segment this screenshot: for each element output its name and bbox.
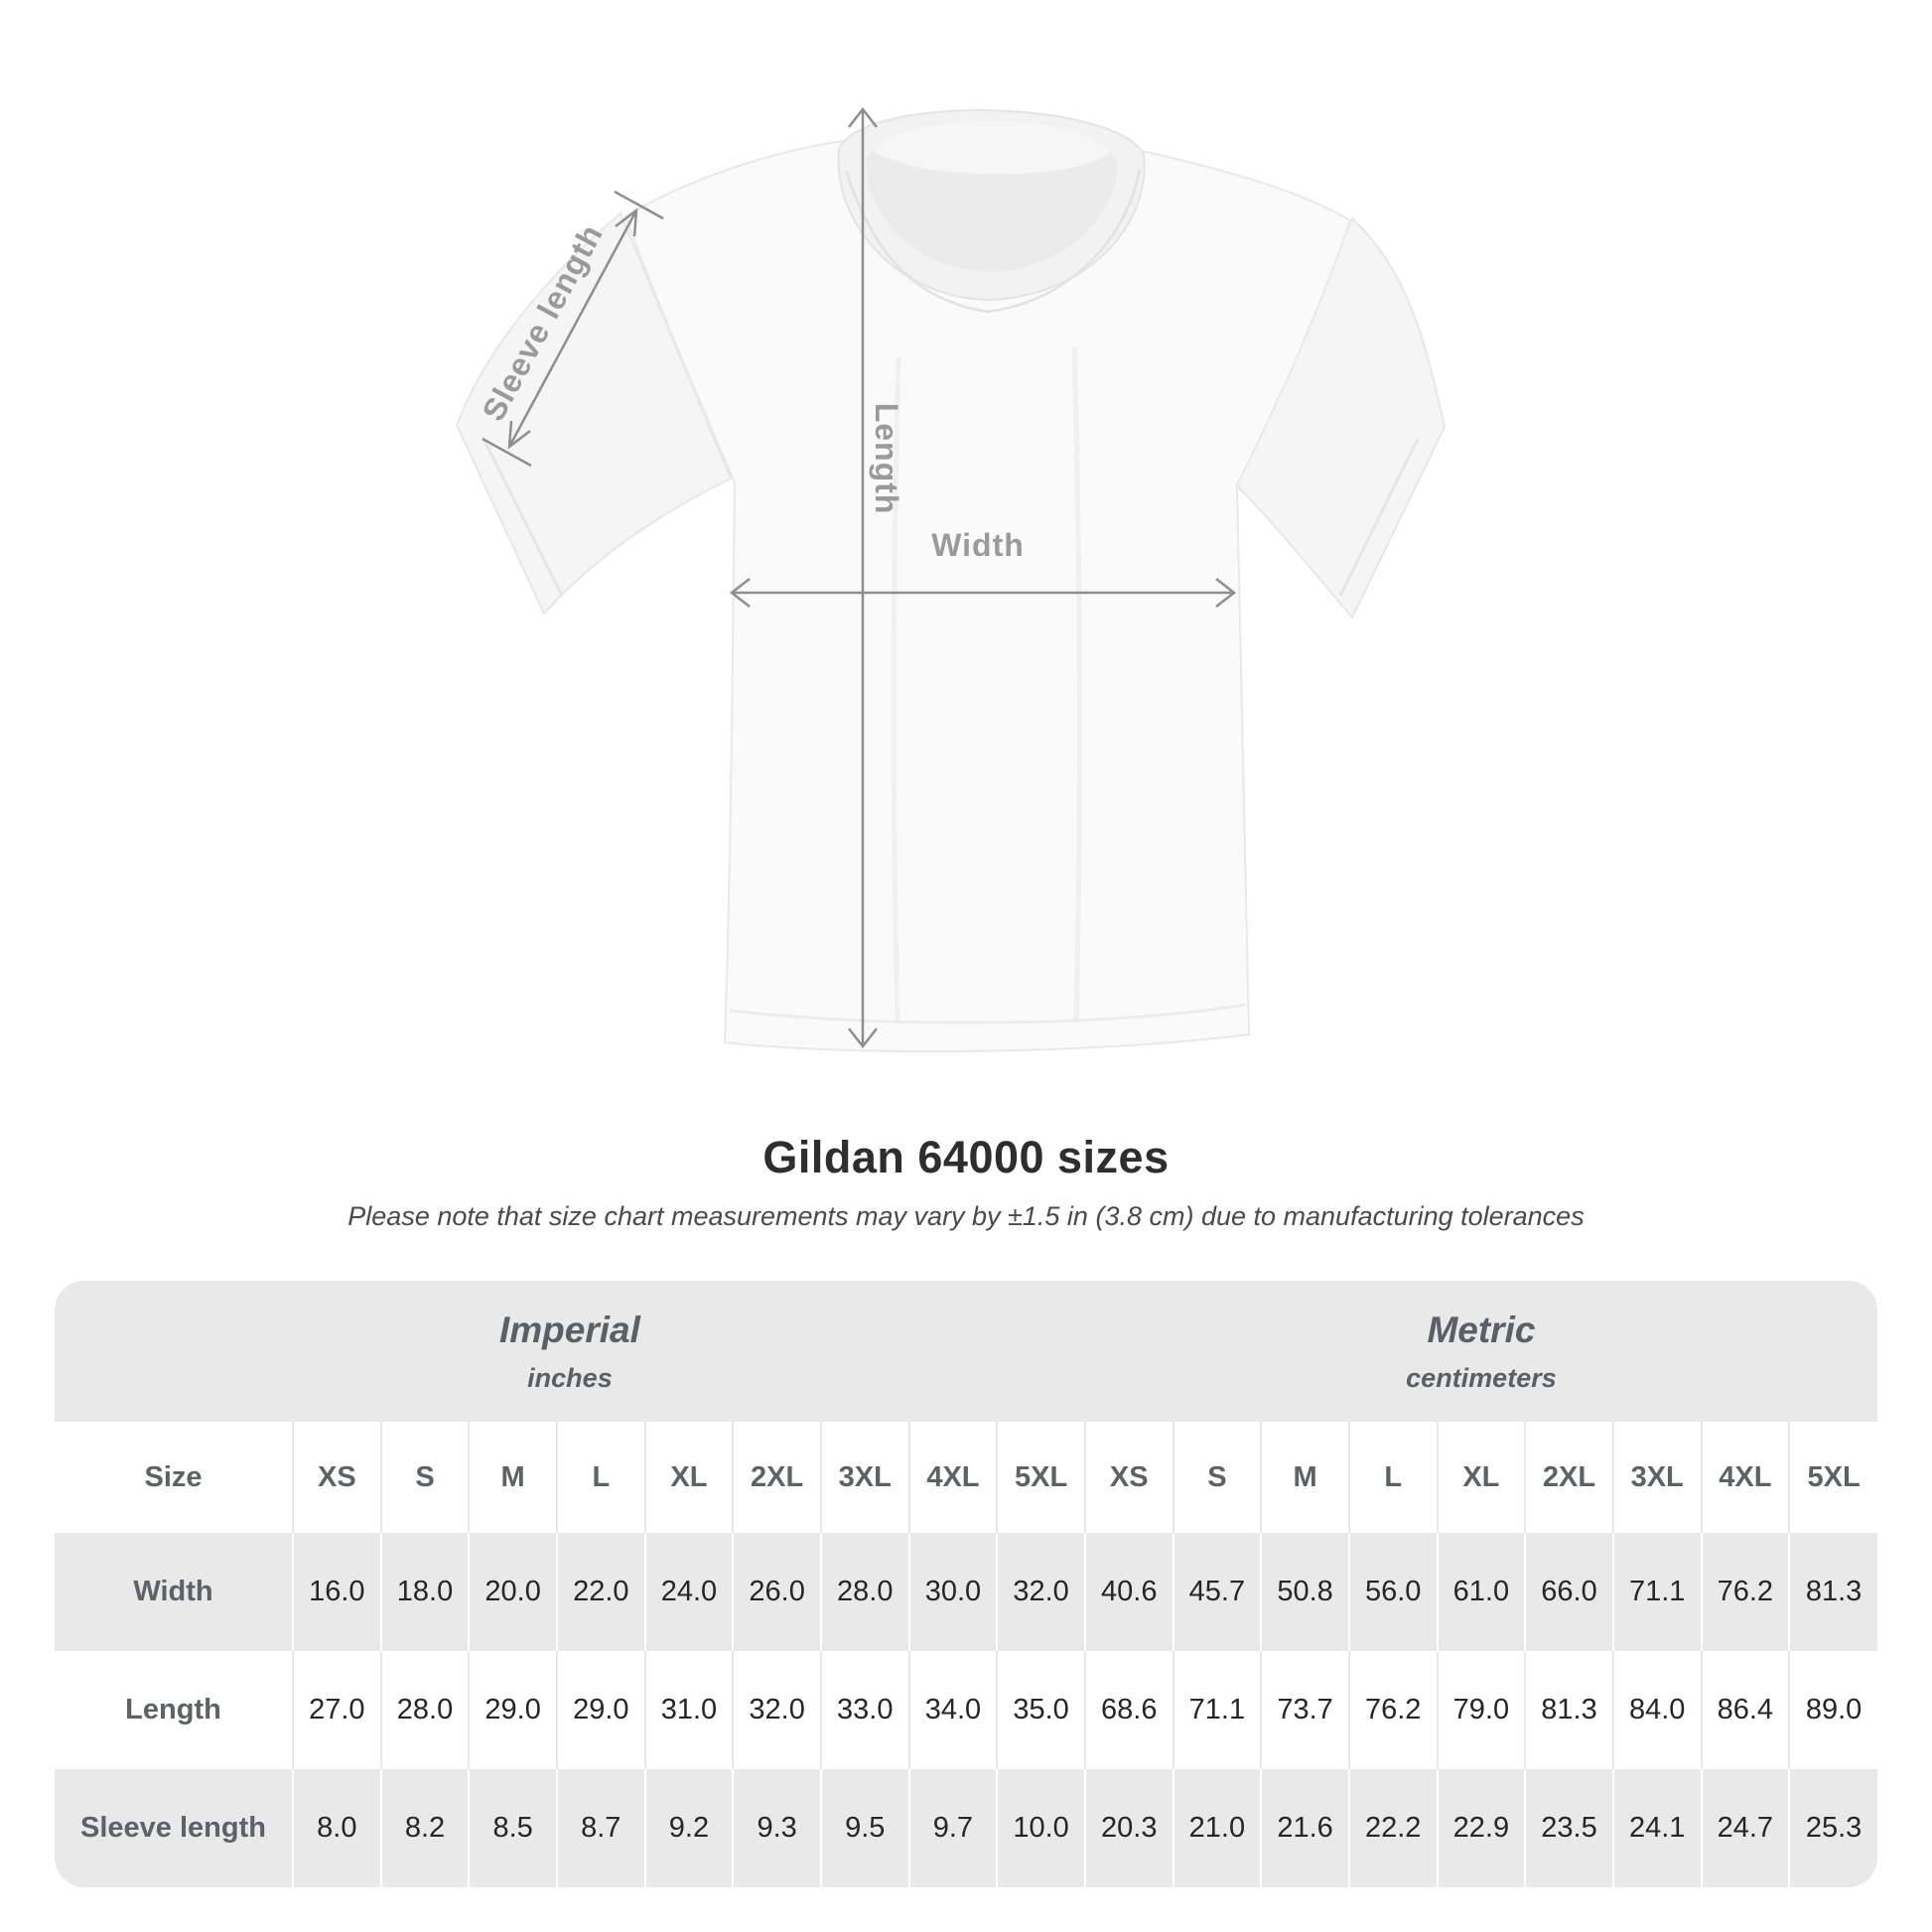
size-value-cell: 20.0 bbox=[469, 1533, 557, 1651]
size-value-cell: 29.0 bbox=[557, 1651, 645, 1769]
size-value-cell: 71.1 bbox=[1613, 1533, 1702, 1651]
size-value-cell: 32.0 bbox=[733, 1651, 821, 1769]
table-row-sleeve-length bbox=[55, 1769, 1877, 1887]
size-col-header-imperial-4xl: 4XL bbox=[909, 1422, 998, 1533]
row-label: Width bbox=[55, 1533, 293, 1651]
size-value-cell: 61.0 bbox=[1438, 1533, 1526, 1651]
size-col-header-imperial-l: L bbox=[557, 1422, 645, 1533]
size-value-cell: 81.3 bbox=[1789, 1533, 1877, 1651]
tolerance-note: Please note that size chart measurements may vary by ±1.5 in (3.8 cm) due to manufacturing tolerances bbox=[347, 1201, 1585, 1231]
size-value-cell: 71.1 bbox=[1173, 1651, 1262, 1769]
size-value-cell: 9.5 bbox=[821, 1769, 909, 1887]
size-chart-table bbox=[55, 1281, 1877, 1887]
size-value-cell: 27.0 bbox=[293, 1651, 381, 1769]
metric-unit: centimeters bbox=[1406, 1362, 1557, 1393]
size-value-cell: 73.7 bbox=[1261, 1651, 1349, 1769]
row-label: Sleeve length bbox=[55, 1769, 293, 1887]
size-value-cell: 22.9 bbox=[1438, 1769, 1526, 1887]
size-value-cell: 21.0 bbox=[1173, 1769, 1262, 1887]
size-header-row bbox=[55, 1422, 1877, 1533]
size-col-header-metric-4xl: 4XL bbox=[1702, 1422, 1790, 1533]
size-value-cell: 8.2 bbox=[381, 1769, 470, 1887]
size-col-header-metric-5xl: 5XL bbox=[1789, 1422, 1877, 1533]
size-col-header-imperial-m: M bbox=[469, 1422, 557, 1533]
size-value-cell: 24.7 bbox=[1702, 1769, 1790, 1887]
metric-group-header bbox=[1085, 1281, 1877, 1422]
size-value-cell: 81.3 bbox=[1525, 1651, 1613, 1769]
imperial-group-header bbox=[55, 1281, 1085, 1422]
size-value-cell: 8.5 bbox=[469, 1769, 557, 1887]
size-value-cell: 28.0 bbox=[821, 1533, 909, 1651]
size-value-cell: 22.2 bbox=[1349, 1769, 1438, 1887]
size-value-cell: 35.0 bbox=[997, 1651, 1085, 1769]
size-value-cell: 9.2 bbox=[645, 1769, 734, 1887]
size-value-cell: 8.7 bbox=[557, 1769, 645, 1887]
size-col-header-imperial-3xl: 3XL bbox=[821, 1422, 909, 1533]
size-value-cell: 50.8 bbox=[1261, 1533, 1349, 1651]
size-col-header-metric-2xl: 2XL bbox=[1525, 1422, 1613, 1533]
size-value-cell: 9.3 bbox=[733, 1769, 821, 1887]
size-corner-header: Size bbox=[55, 1422, 293, 1533]
size-col-header-imperial-s: S bbox=[381, 1422, 470, 1533]
size-value-cell: 21.6 bbox=[1261, 1769, 1349, 1887]
size-value-cell: 33.0 bbox=[821, 1651, 909, 1769]
size-value-cell: 32.0 bbox=[997, 1533, 1085, 1651]
size-value-cell: 68.6 bbox=[1085, 1651, 1173, 1769]
size-value-cell: 76.2 bbox=[1349, 1651, 1438, 1769]
size-col-header-imperial-xs: XS bbox=[293, 1422, 381, 1533]
size-value-cell: 18.0 bbox=[381, 1533, 470, 1651]
size-value-cell: 30.0 bbox=[909, 1533, 998, 1651]
size-col-header-metric-m: M bbox=[1261, 1422, 1349, 1533]
size-value-cell: 31.0 bbox=[645, 1651, 734, 1769]
size-value-cell: 8.0 bbox=[293, 1769, 381, 1887]
table-row-width bbox=[55, 1533, 1877, 1651]
row-label: Length bbox=[55, 1651, 293, 1769]
page-title: Gildan 64000 sizes bbox=[762, 1132, 1170, 1182]
size-col-header-metric-l: L bbox=[1349, 1422, 1438, 1533]
table-row-length bbox=[55, 1651, 1877, 1769]
size-value-cell: 66.0 bbox=[1525, 1533, 1613, 1651]
size-value-cell: 84.0 bbox=[1613, 1651, 1702, 1769]
unit-group-row bbox=[55, 1281, 1877, 1422]
size-col-header-metric-xl: XL bbox=[1438, 1422, 1526, 1533]
size-col-header-metric-3xl: 3XL bbox=[1613, 1422, 1702, 1533]
size-value-cell: 24.1 bbox=[1613, 1769, 1702, 1887]
size-value-cell: 24.0 bbox=[645, 1533, 734, 1651]
length-label: Length bbox=[869, 402, 904, 515]
size-value-cell: 79.0 bbox=[1438, 1651, 1526, 1769]
size-col-header-imperial-xl: XL bbox=[645, 1422, 734, 1533]
size-value-cell: 34.0 bbox=[909, 1651, 998, 1769]
size-value-cell: 89.0 bbox=[1789, 1651, 1877, 1769]
imperial-unit: inches bbox=[527, 1362, 613, 1393]
size-value-cell: 86.4 bbox=[1702, 1651, 1790, 1769]
size-value-cell: 56.0 bbox=[1349, 1533, 1438, 1651]
sleeve-length-label: Sleeve length bbox=[475, 217, 611, 427]
size-value-cell: 23.5 bbox=[1525, 1769, 1613, 1887]
size-value-cell: 25.3 bbox=[1789, 1769, 1877, 1887]
size-col-header-metric-s: S bbox=[1173, 1422, 1262, 1533]
size-value-cell: 76.2 bbox=[1702, 1533, 1790, 1651]
metric-label: Metric bbox=[1427, 1309, 1536, 1350]
size-value-cell: 20.3 bbox=[1085, 1769, 1173, 1887]
size-value-cell: 40.6 bbox=[1085, 1533, 1173, 1651]
size-value-cell: 16.0 bbox=[293, 1533, 381, 1651]
size-value-cell: 26.0 bbox=[733, 1533, 821, 1651]
size-value-cell: 29.0 bbox=[469, 1651, 557, 1769]
size-value-cell: 9.7 bbox=[909, 1769, 998, 1887]
size-col-header-imperial-5xl: 5XL bbox=[997, 1422, 1085, 1533]
imperial-label: Imperial bbox=[499, 1309, 640, 1350]
size-value-cell: 10.0 bbox=[997, 1769, 1085, 1887]
width-label: Width bbox=[931, 527, 1025, 563]
size-value-cell: 22.0 bbox=[557, 1533, 645, 1651]
size-value-cell: 45.7 bbox=[1173, 1533, 1262, 1651]
size-table bbox=[55, 1281, 1877, 1887]
size-col-header-metric-xs: XS bbox=[1085, 1422, 1173, 1533]
size-col-header-imperial-2xl: 2XL bbox=[733, 1422, 821, 1533]
size-value-cell: 28.0 bbox=[381, 1651, 470, 1769]
